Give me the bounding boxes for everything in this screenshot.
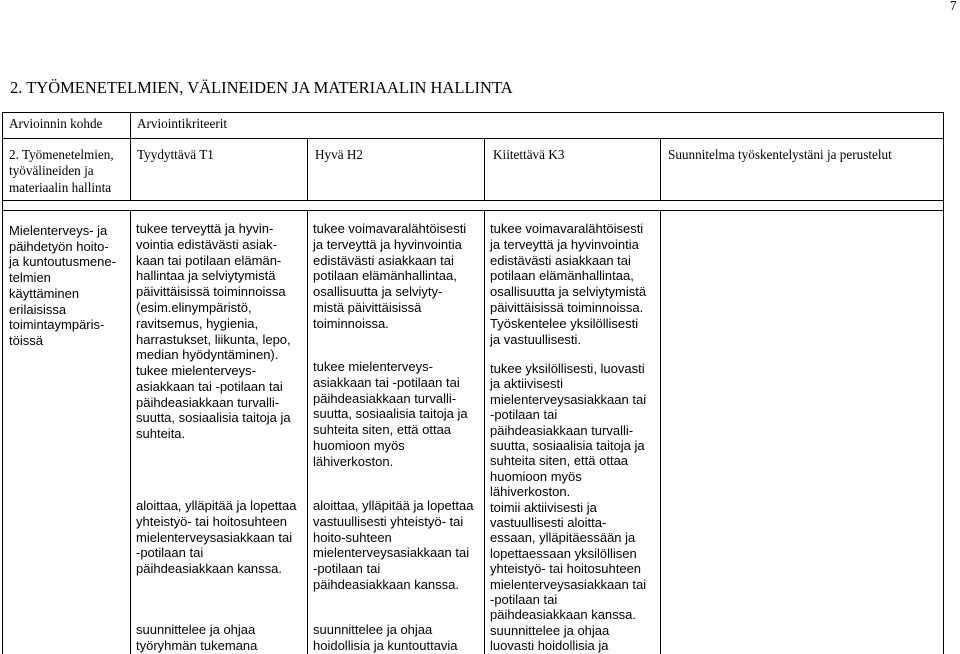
page-number: 7 <box>950 0 957 13</box>
subheader-t1-cell <box>130 138 308 201</box>
t1-criterion-3: aloittaa, ylläpitää ja lopettaa yhteistyö- tai hoitosuhteen mielenterveysasiakkaan tai -potilaan tai päihdeasiakkaan kanssa. <box>136 498 297 577</box>
row-h2-cell <box>307 210 485 654</box>
subheader-h2-cell <box>307 138 485 201</box>
subheader-t1-label: Tyydyttävä T1 <box>137 147 214 162</box>
subheader-plan-label: Suunnitelma työskentelystäni ja perustelut <box>668 147 892 162</box>
k3-criterion-1: tukee voimavaralähtöisesti ja terveyttä ja hyvinvointia edistävästi asiakkaan tai potilaan elämänhallintaa, osallisuutta ja selviytymistä päivittäisissä toiminnoissa. Työskentelee yksilöllisesti ja vastuullisesti. <box>490 221 647 347</box>
h2-criterion-4: suunnittelee ja ohjaa hoidollisia ja kuntouttavia <box>313 622 458 653</box>
k3-criterion-3: toimii aktiivisesti ja vastuullisesti aloitta- essaan, ylläpitäessään ja lopettaessaan yksilöllisen yhteistyö- tai hoitosuhteen mielenterveysasiakkaan tai -potilaan tai päihdeasiakkaan kanssa. <box>490 499 647 623</box>
t1-criterion-4: suunnittelee ja ohjaa työryhmän tukemana <box>136 622 258 653</box>
subheader-plan-cell <box>660 138 944 201</box>
row-plan-cell <box>660 210 944 654</box>
section-title: 2. TYÖMENETELMIEN, VÄLINEIDEN JA MATERIAALIN HALLINTA <box>10 78 513 97</box>
subheader-h2-label: Hyvä H2 <box>315 147 363 162</box>
row-target-text: Mielenterveys- ja päihdetyön hoito- ja kuntoutusmene- telmien käyttäminen erilaisissa toimintaympäris- töissä <box>9 223 116 348</box>
k3-criterion-2: tukee yksilöllisesti, luovasti ja aktiivisesti mielenterveysasiakkaan tai -potilaan tai päihdeasiakkaan turvalli- suutta, sosiaalisia taitoja ja suhteita siten, että ottaa huomioon myös lähiverkoston. <box>490 361 647 500</box>
h2-criterion-3: aloittaa, ylläpitää ja lopettaa vastuullisesti yhteistyö- tai hoito-suhteen mielenterveysasiakkaan tai -potilaan tai päihdeasiakkaan kanssa. <box>313 498 474 592</box>
header-target-label: Arvioinnin kohde <box>9 116 103 131</box>
h2-criterion-2: tukee mielenterveys- asiakkaan tai -potilaan tai päihdeasiakkaan turvalli- suutta, sosiaalisia taitoja ja suhteita siten, että ottaa huomioon myös lähiverkoston. <box>313 359 468 469</box>
subheader-k3-cell <box>484 138 661 201</box>
h2-criterion-1: tukee voimavaralähtöisesti ja terveyttä ja hyvinvointia edistävästi asiakkaan tai potilaan elämänhallintaa, osallisuutta ja selviyty- mistä päivittäisissä toiminnoissa. <box>313 221 467 331</box>
header-target-cell <box>2 112 131 139</box>
subheader-target-label: 2. Työmenetelmien, työvälineiden ja materiaalin hallinta <box>9 147 114 195</box>
k3-criterion-4: suunnittelee ja ohjaa luovasti hoidollisia ja <box>490 622 610 654</box>
subheader-target-cell <box>2 138 131 201</box>
t1-criterion-1: tukee terveyttä ja hyvin- vointia edistävästi asiak- kaan tai potilaan elämän- hallintaa ja selviytymistä päivittäisissä toiminnoissa (esim.elinympäristö, ravitsemus, hygienia, harrastukset, liikunta, lepo, median hyödyntäminen). <box>136 221 291 363</box>
header-criteria-cell <box>130 112 944 139</box>
row-k3-cell <box>484 210 661 654</box>
row-target-cell <box>2 210 131 654</box>
t1-criterion-2: tukee mielenterveys- asiakkaan tai -potilaan tai päihdeasiakkaan turvalli- suutta, sosiaalisia taitoja ja suhteita. <box>136 363 291 442</box>
subheader-k3-label: Kiitettävä K3 <box>493 147 565 162</box>
row-t1-cell <box>130 210 308 654</box>
header-criteria-label: Arviointikriteerit <box>137 116 228 131</box>
